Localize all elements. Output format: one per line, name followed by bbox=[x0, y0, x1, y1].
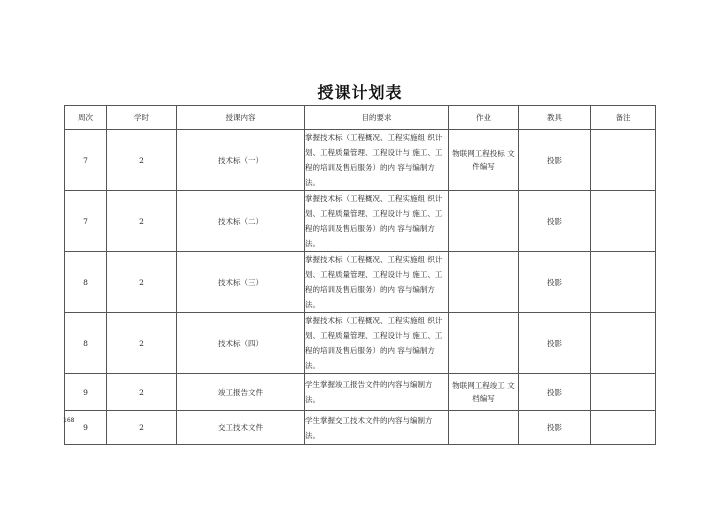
aids-cell: 投影 bbox=[519, 411, 591, 445]
aids-cell: 投影 bbox=[519, 252, 591, 313]
week-cell: 9 bbox=[65, 411, 107, 445]
week-cell: 7 bbox=[65, 130, 107, 191]
notes-cell bbox=[591, 313, 656, 374]
notes-cell bbox=[591, 130, 656, 191]
homework-cell bbox=[449, 411, 519, 445]
homework-cell: 物联网工程竣工 文档编写 bbox=[449, 374, 519, 411]
hours-cell: 2 bbox=[107, 374, 177, 411]
week-cell: 8 bbox=[65, 313, 107, 374]
header-homework: 作业 bbox=[449, 106, 519, 130]
page-title: 授课计划表 bbox=[317, 83, 403, 102]
week-cell: 8 bbox=[65, 252, 107, 313]
homework-cell bbox=[449, 252, 519, 313]
notes-cell bbox=[591, 252, 656, 313]
lesson-plan-table bbox=[64, 105, 656, 445]
content-cell: 技术标（四） bbox=[177, 313, 305, 374]
goal-cell: 掌握技术标（工程概况、工程实施组 织计划、工程质量管理、工程设计与 施工、工程的培训及售后服务）的内 容与编制方法。 bbox=[305, 130, 449, 191]
goal-cell: 掌握技术标（工程概况、工程实施组 织计划、工程质量管理、工程设计与 施工、工程的培训及售后服务）的内 容与编制方法。 bbox=[305, 252, 449, 313]
page-number: 168 bbox=[63, 417, 75, 424]
notes-cell bbox=[591, 411, 656, 445]
content-cell: 技术标（三） bbox=[177, 252, 305, 313]
table-row bbox=[65, 191, 656, 252]
table-header-row bbox=[65, 106, 656, 130]
table-row bbox=[65, 313, 656, 374]
header-aids: 教具 bbox=[519, 106, 591, 130]
table-row bbox=[65, 130, 656, 191]
header-week: 周次 bbox=[65, 106, 107, 130]
header-goal: 目的要求 bbox=[305, 106, 449, 130]
header-hours: 学时 bbox=[107, 106, 177, 130]
hours-cell: 2 bbox=[107, 411, 177, 445]
goal-cell: 学生掌握交工技术文件的内容与编制方 法。 bbox=[305, 411, 449, 445]
week-cell: 9 bbox=[65, 374, 107, 411]
content-cell: 交工技术文件 bbox=[177, 411, 305, 445]
notes-cell bbox=[591, 191, 656, 252]
aids-cell: 投影 bbox=[519, 130, 591, 191]
header-content: 授课内容 bbox=[177, 106, 305, 130]
aids-cell: 投影 bbox=[519, 313, 591, 374]
header-notes: 备注 bbox=[591, 106, 656, 130]
hours-cell: 2 bbox=[107, 191, 177, 252]
content-cell: 技术标（一） bbox=[177, 130, 305, 191]
table-row bbox=[65, 411, 656, 445]
homework-cell: 物联网工程投标 文件编写 bbox=[449, 130, 519, 191]
content-cell: 竣工报告文件 bbox=[177, 374, 305, 411]
hours-cell: 2 bbox=[107, 130, 177, 191]
goal-cell: 掌握技术标（工程概况、工程实施组 织计划、工程质量管理、工程设计与 施工、工程的培训及售后服务）的内 容与编制方法。 bbox=[305, 191, 449, 252]
homework-cell bbox=[449, 313, 519, 374]
aids-cell: 投影 bbox=[519, 374, 591, 411]
goal-cell: 掌握技术标（工程概况、工程实施组 织计划、工程质量管理、工程设计与 施工、工程的培训及售后服务）的内 容与编制方法。 bbox=[305, 313, 449, 374]
homework-cell bbox=[449, 191, 519, 252]
table-row bbox=[65, 374, 656, 411]
goal-cell: 学生掌握竣工报告文件的内容与编制方 法。 bbox=[305, 374, 449, 411]
hours-cell: 2 bbox=[107, 313, 177, 374]
hours-cell: 2 bbox=[107, 252, 177, 313]
content-cell: 技术标（二） bbox=[177, 191, 305, 252]
week-cell: 7 bbox=[65, 191, 107, 252]
notes-cell bbox=[591, 374, 656, 411]
aids-cell: 投影 bbox=[519, 191, 591, 252]
table-row bbox=[65, 252, 656, 313]
